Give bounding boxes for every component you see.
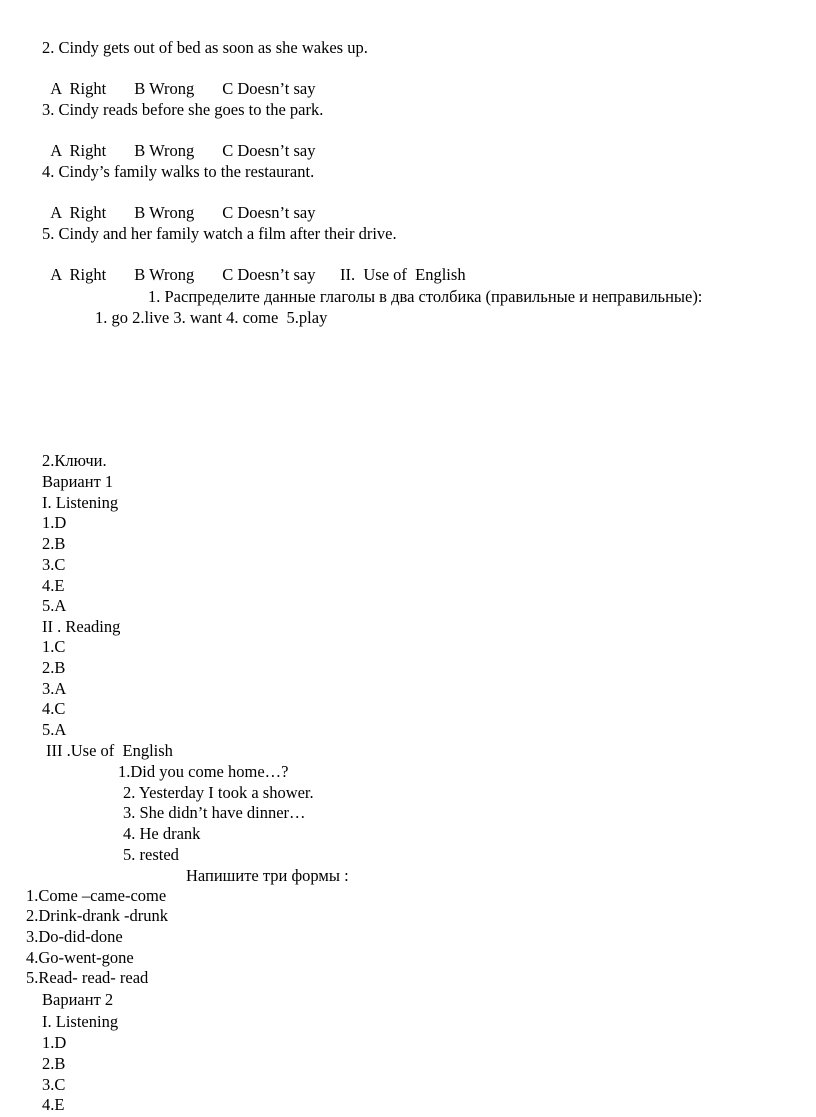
list-item: 5.A — [42, 720, 67, 739]
option-c: C Doesn’t say — [222, 265, 316, 284]
question-5-options — [42, 245, 315, 285]
list-item: 3.A — [42, 679, 67, 698]
option-c: C Doesn’t say — [222, 79, 316, 98]
list-item: 2.B — [42, 534, 66, 553]
option-a: A Right — [50, 203, 107, 222]
question-3-options — [42, 121, 315, 161]
option-a: A Right — [50, 79, 107, 98]
list-item: 3.C — [42, 1075, 66, 1094]
variant-1-listening-heading: I. Listening — [42, 493, 119, 512]
list-item: 4.C — [42, 699, 66, 718]
task1-verbs: 1. go 2.live 3. want 4. come 5.play — [95, 308, 328, 327]
question-3-text: 3. Cindy reads before she goes to the park. — [42, 100, 324, 119]
list-item: 2.Drink-drank -drunk — [26, 906, 169, 925]
list-item: 2. Yesterday I took a shower. — [123, 783, 314, 802]
variant-2-listening-heading: I. Listening — [42, 1012, 119, 1031]
question-4-text: 4. Cindy’s family walks to the restaurant. — [42, 162, 315, 181]
option-a: A Right — [50, 265, 107, 284]
option-b: B Wrong — [134, 141, 195, 160]
list-item: 1.D — [42, 1033, 67, 1052]
option-b: B Wrong — [134, 79, 195, 98]
question-2-text: 2. Cindy gets out of bed as soon as she wakes up. — [42, 38, 368, 57]
variant-1-reading-heading: II . Reading — [42, 617, 121, 636]
list-item: 3.C — [42, 555, 66, 574]
list-item: 1.Did you come home…? — [118, 762, 289, 781]
list-item: 5.A — [42, 596, 67, 615]
list-item: 3. She didn’t have dinner… — [123, 803, 306, 822]
list-item: 2.B — [42, 1054, 66, 1073]
option-b: B Wrong — [134, 203, 195, 222]
list-item: 4.Go-went-gone — [26, 948, 134, 967]
question-2-options — [42, 59, 315, 99]
option-a: A Right — [50, 141, 107, 160]
list-item: 1.D — [42, 513, 67, 532]
list-item: 2.B — [42, 658, 66, 677]
option-b: B Wrong — [134, 265, 195, 284]
list-item: 4.E — [42, 576, 65, 595]
list-item: 4.E — [42, 1095, 65, 1114]
variant-2-title: Вариант 2 — [42, 990, 114, 1009]
question-5-text: 5. Cindy and her family watch a film after their drive. — [42, 224, 397, 243]
variant-1-title: Вариант 1 — [42, 472, 114, 491]
variant-1-use-heading: III .Use of English — [46, 741, 173, 760]
list-item: 3.Do-did-done — [26, 927, 123, 946]
list-item: 5.Read- read- read — [26, 968, 149, 987]
list-item: 1.Come –came-come — [26, 886, 167, 905]
option-c: C Doesn’t say — [222, 141, 316, 160]
list-item: 4. He drank — [123, 824, 201, 843]
section-heading-use-of-english: II. Use of English — [340, 265, 466, 284]
list-item: 1.C — [42, 637, 66, 656]
question-4-options — [42, 183, 315, 223]
list-item: 5. rested — [123, 845, 179, 864]
keys-heading: 2.Ключи. — [42, 451, 107, 470]
task1-instruction: 1. Распределите данные глаголы в два столбика (правильные и неправильные): — [148, 287, 703, 306]
option-c: C Doesn’t say — [222, 203, 316, 222]
forms-heading: Напишите три формы : — [186, 866, 349, 885]
